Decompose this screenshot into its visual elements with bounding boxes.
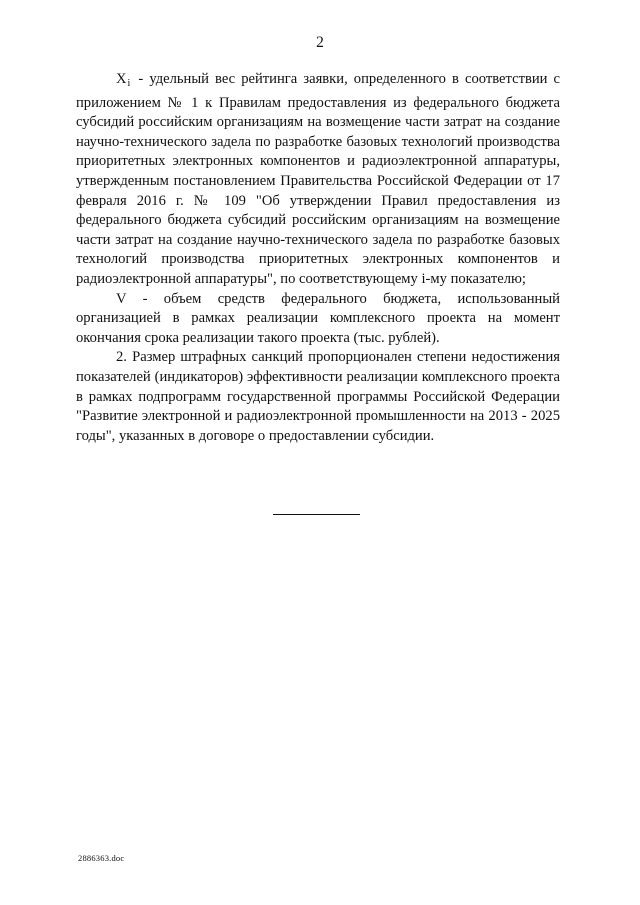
xi-definition-paragraph <box>76 70 560 290</box>
page-number: 2 <box>316 34 324 51</box>
xi-definition-text: - удельный вес рейтинга заявки, определенного в соответствии с приложением № 1 к Правилам предоставления из федерального бюджета субсидий российским организациям на возмещение части затрат на создание научно-технического задела по разработке базовых технологий производства приоритетных электронных компонентов и радиоэлектронной аппаратуры, утвержденным постановлением Правительства Российской Федерации от 17 февраля 2016 г. № 109 "Об утверждении Правил предоставления из федерального бюджета субсидий российским организациям на возмещение части затрат на создание научно-технического задела по разработке базовых технологий производства приоритетных электронных компонентов и радиоэлектронной аппаратуры", по соответствующему i-му показателю; <box>76 71 560 287</box>
penalty-paragraph: 2. Размер штрафных санкций пропорционален степени недостижения показателей (индикаторов) эффективности реализации комплексного проекта в рамках подпрограмм государственной программы Российской Федерации "Развитие электронной и радиоэлектронной промышленности на 2013 - 2025 годы", указанных в договоре о предоставлении субсидии. <box>76 349 560 444</box>
xi-symbol: X <box>116 71 127 87</box>
xi-subscript: i <box>127 78 131 89</box>
end-separator-line <box>273 514 360 515</box>
v-definition-paragraph: V - объем средств федерального бюджета, использованный организацией в рамках реализации комплексного проекта на момент окончания срока реализации такого проекта (тыс. рублей). <box>76 290 560 346</box>
document-body <box>76 70 560 446</box>
footer-filename: 2886363.doc <box>78 853 125 863</box>
